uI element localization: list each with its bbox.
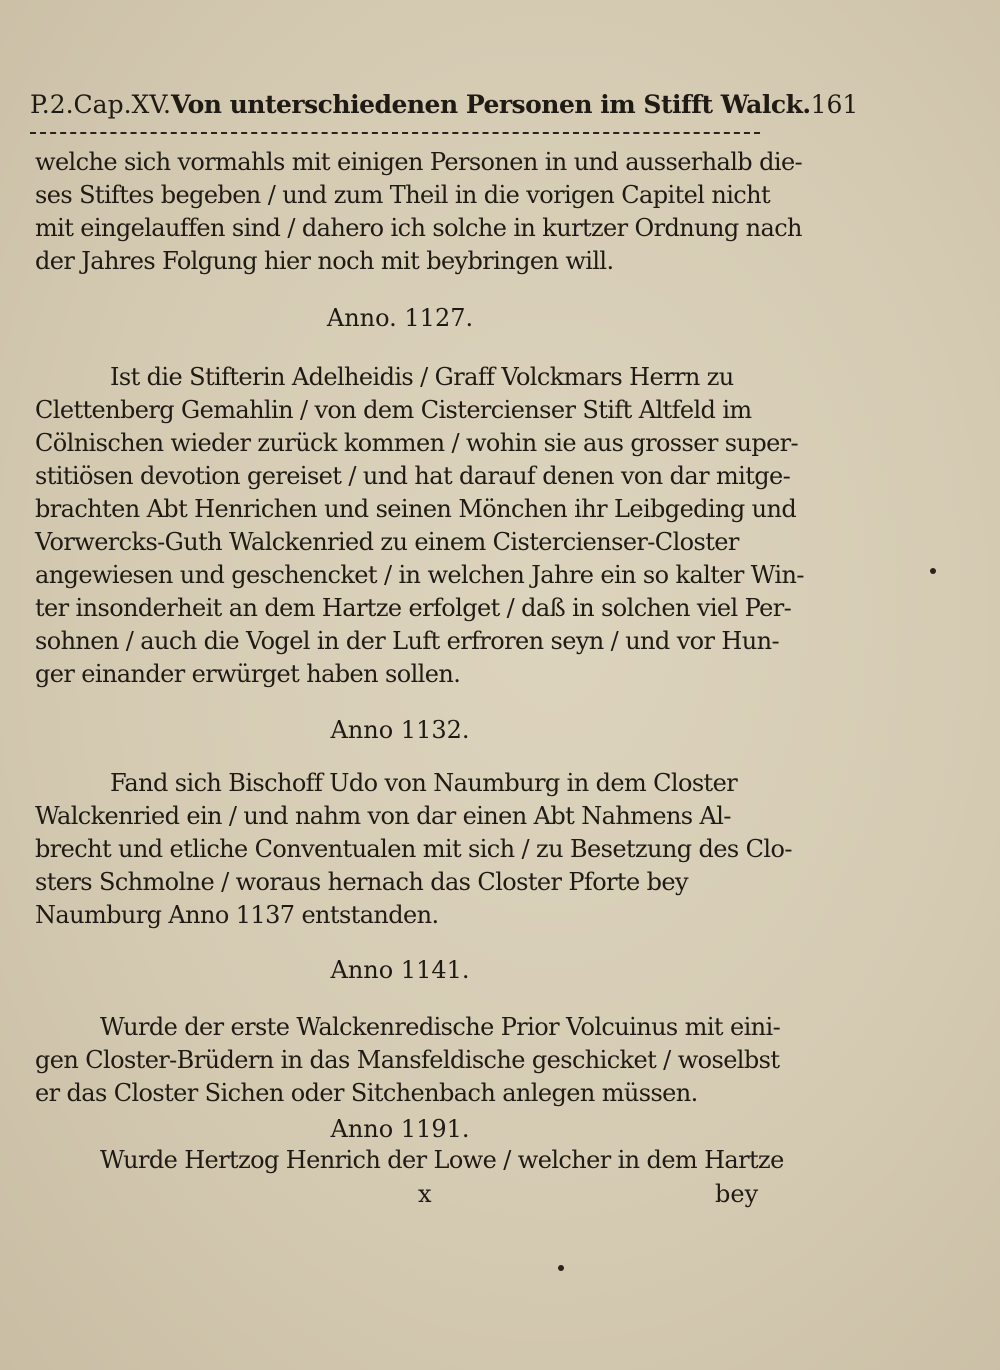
text-line: brachten Abt Henrichen und seinen Mönchen ihr Leibgeding und [35, 495, 797, 523]
text-line: sters Schmolne / woraus hernach das Closter Pforte bey [35, 868, 688, 896]
text-line: Wurde der erste Walckenredische Prior Volcuinus mit eini- [100, 1013, 781, 1041]
ink-spot [558, 1265, 564, 1271]
year-heading: Anno 1141. [330, 956, 470, 984]
year-heading: Anno 1191. [330, 1115, 470, 1143]
page-number: 161 [810, 90, 859, 119]
running-header [30, 90, 859, 119]
text-line: welche sich vormahls mit einigen Personen in und ausserhalb die- [35, 148, 803, 176]
text-line: Vorwercks-Guth Walckenried zu einem Cistercienser-Closter [35, 528, 739, 556]
text-line: ger einander erwürget haben sollen. [35, 660, 461, 688]
text-line: sohnen / auch die Vogel in der Luft erfroren seyn / und vor Hun- [35, 627, 779, 655]
text-line: brecht und etliche Conventualen mit sich / zu Besetzung des Clo- [35, 835, 792, 863]
text-line: Walckenried ein / und nahm von dar einen Abt Nahmens Al- [35, 802, 731, 830]
year-heading: Anno. 1127. [326, 304, 474, 332]
text-line: Naumburg Anno 1137 entstanden. [35, 901, 439, 929]
chapter-reference: P.2.Cap.XV. [30, 90, 171, 119]
catchword: bey [715, 1180, 759, 1208]
text-line: er das Closter Sichen oder Sitchenbach anlegen müssen. [35, 1079, 698, 1107]
ink-spot [930, 568, 936, 574]
text-line: Clettenberg Gemahlin / von dem Cistercienser Stift Altfeld im [35, 396, 752, 424]
text-line: ter insonderheit an dem Hartze erfolget / daß in solchen viel Per- [35, 594, 792, 622]
header-rule [30, 132, 760, 134]
text-line: Ist die Stifterin Adelheidis / Graff Volckmars Herrn zu [110, 363, 734, 391]
year-heading: Anno 1132. [330, 716, 470, 744]
signature-mark: x [418, 1180, 432, 1208]
text-line: Wurde Hertzog Henrich der Lowe / welcher in dem Hartze [100, 1146, 784, 1174]
text-line: Fand sich Bischoff Udo von Naumburg in dem Closter [110, 769, 738, 797]
text-line: der Jahres Folgung hier noch mit beybringen will. [35, 247, 614, 275]
text-line: mit eingelauffen sind / dahero ich solche in kurtzer Ordnung nach [35, 214, 802, 242]
text-line: Cölnischen wieder zurück kommen / wohin sie aus grosser super- [35, 429, 799, 457]
text-line: stitiösen devotion gereiset / und hat darauf denen von dar mitge- [35, 462, 791, 490]
text-line: ses Stiftes begeben / und zum Theil in die vorigen Capitel nicht [35, 181, 771, 209]
page-title: Von unterschiedenen Personen im Stifft Walck. [170, 90, 811, 119]
text-line: angewiesen und geschencket / in welchen Jahre ein so kalter Win- [35, 561, 804, 589]
text-line: gen Closter-Brüdern in das Mansfeldische geschicket / woselbst [35, 1046, 780, 1074]
